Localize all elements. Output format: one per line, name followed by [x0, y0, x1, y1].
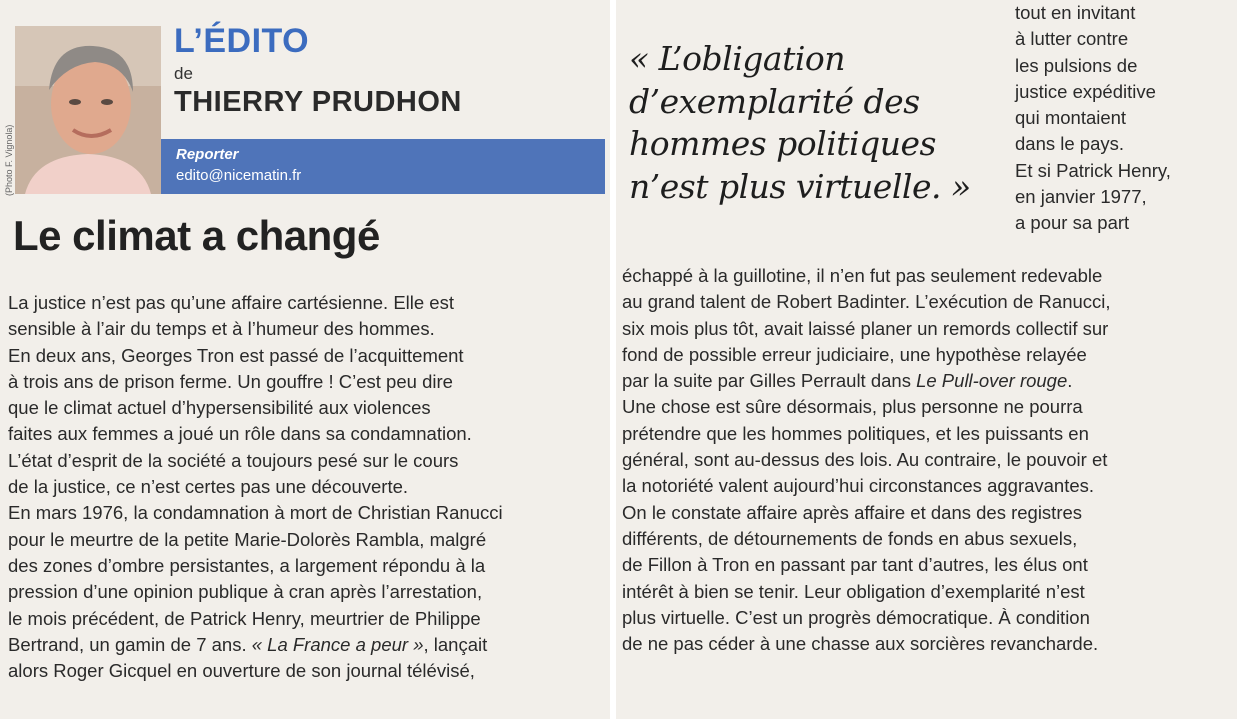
body-line: en janvier 1977, [1015, 186, 1147, 208]
body-line: La justice n’est pas qu’une affaire cartésienne. Elle est [8, 292, 454, 313]
body-line: par la suite par Gilles Perrault dans Le Pull-over rouge. [622, 370, 1073, 392]
body-line: qui montaient [1015, 107, 1127, 129]
body-line: que le climat actuel d’hypersensibilité aux violences [8, 397, 431, 419]
body-line: six mois plus tôt, avait laissé planer un remords collectif sur [622, 317, 1109, 339]
body-line: fond de possible erreur judiciaire, une hypothèse relayée [622, 343, 1087, 365]
body-line: la notoriété valent aujourd’hui circonstances aggravantes. [622, 475, 1095, 497]
pull-quote-line: « L’obligation [629, 39, 846, 78]
pull-quote-line: n’est plus virtuelle. » [629, 166, 971, 206]
body-line: a pour sa part [1015, 212, 1130, 234]
body-line: Une chose est sûre désormais, plus personne ne pourra [622, 396, 1083, 418]
author-email[interactable]: edito@nicematin.fr [176, 167, 302, 184]
author-prefix: de [174, 64, 193, 83]
body-line: On le constate affaire après affaire et dans des registres [622, 501, 1083, 523]
pull-quote-line: hommes politiques [629, 124, 936, 163]
body-line: sensible à l’air du temps et à l’humeur des hommes. [8, 318, 435, 340]
body-text-side [1015, 0, 1171, 237]
body-line: intérêt à bien se tenir. Leur obligation d’exemplarité n’est [622, 580, 1085, 602]
quoted-phrase: « La France a peur » [251, 633, 424, 655]
author-name: THIERRY PRUDHON [174, 86, 462, 118]
body-line: de la justice, ce n’est certes pas une découverte. [8, 476, 409, 498]
right-column [616, 0, 1237, 719]
headline: Le climat a changé [13, 212, 380, 259]
body-line: prétendre que les hommes politiques, et les puissants en [622, 422, 1089, 444]
body-line: de Fillon à Tron en passant par tant d’autres, les élus ont [622, 554, 1088, 576]
body-line: En mars 1976, la condamnation à mort de Christian Ranucci [8, 502, 503, 524]
pull-quote [629, 38, 971, 208]
body-line: plus virtuelle. C’est un progrès démocratique. À condition [622, 606, 1090, 628]
body-line: échappé à la guillotine, il n’en fut pas seulement redevable [622, 265, 1103, 286]
body-line: les pulsions de [1015, 54, 1138, 76]
photo-credit: (Photo F. Vignola) [4, 124, 14, 196]
author-portrait-image [15, 26, 161, 194]
body-text-right [622, 263, 1111, 657]
body-line: alors Roger Gicquel en ouverture de son journal télévisé, [8, 660, 475, 682]
body-line: général, sont au-dessus des lois. Au contraire, le pouvoir et [622, 449, 1108, 471]
body-line: L’état d’esprit de la société a toujours pesé sur le cours [8, 449, 459, 471]
author-role: Reporter [176, 146, 239, 163]
body-line: justice expéditive [1015, 80, 1156, 102]
pull-quote-line: d’exemplarité des [629, 81, 920, 121]
body-line: Et si Patrick Henry, [1015, 159, 1171, 181]
body-line: faites aux femmes a joué un rôle dans sa condamnation. [8, 423, 472, 445]
body-text-left [8, 290, 503, 684]
body-line: des zones d’ombre persistantes, a largement répondu à la [8, 554, 486, 576]
body-line: pression d’une opinion publique à cran après l’arrestation, [8, 581, 483, 603]
section-label: L’ÉDITO [174, 22, 310, 60]
body-line: pour le meurtre de la petite Marie-Dolorès Rambla, malgré [8, 528, 487, 550]
body-line: le mois précédent, de Patrick Henry, meurtrier de Philippe [8, 607, 481, 629]
body-line: Bertrand, un gamin de 7 ans. « La France a peur », lançait [8, 633, 488, 655]
body-line: au grand talent de Robert Badinter. L’exécution de Ranucci, [622, 291, 1111, 313]
body-line: différents, de détournements de fonds en abus sexuels, [622, 527, 1078, 549]
body-line: dans le pays. [1015, 133, 1125, 155]
body-line: tout en invitant [1015, 2, 1136, 23]
body-line: En deux ans, Georges Tron est passé de l’acquittement [8, 344, 464, 366]
author-photo [15, 26, 161, 194]
body-line: à trois ans de prison ferme. Un gouffre ! C’est peu dire [8, 370, 453, 392]
book-title: Le Pull-over rouge [916, 370, 1068, 392]
body-line: de ne pas céder à une chasse aux sorcières revancharde. [622, 633, 1099, 655]
left-column [0, 0, 610, 719]
body-line: à lutter contre [1015, 28, 1129, 50]
